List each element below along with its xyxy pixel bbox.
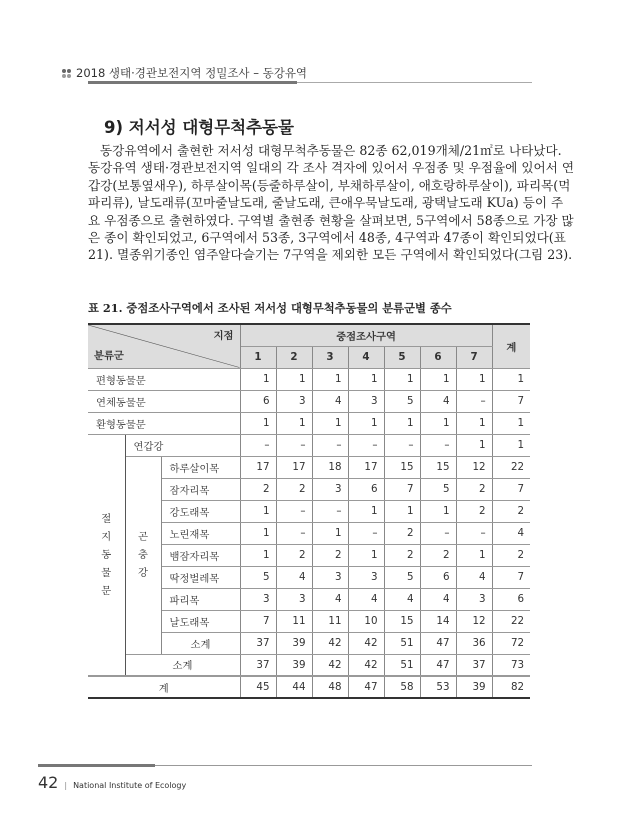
site-value: 6 [348, 478, 384, 500]
site-value: 1 [348, 544, 384, 566]
site-value: 5 [240, 566, 276, 588]
site-header: 5 [384, 346, 420, 368]
running-header [62, 65, 307, 81]
site-value: 11 [276, 610, 312, 632]
site-value: 4 [276, 566, 312, 588]
row-label: 연체동물문 [88, 390, 240, 412]
site-value: 37 [456, 654, 492, 676]
site-header: 6 [420, 346, 456, 368]
site-value: 44 [276, 676, 312, 698]
site-value: – [312, 434, 348, 456]
site-value: – [276, 522, 312, 544]
row-label: 잠자리목 [161, 478, 240, 500]
site-value: 4 [456, 566, 492, 588]
header-rule [88, 82, 532, 83]
site-value: 53 [420, 676, 456, 698]
site-value: 1 [312, 368, 348, 390]
site-value: 5 [384, 566, 420, 588]
site-value: 3 [240, 588, 276, 610]
total-header: 계 [492, 324, 530, 368]
row-label: 노린재목 [161, 522, 240, 544]
footer [38, 773, 186, 792]
row-label: 날도래목 [161, 610, 240, 632]
species-table [88, 323, 530, 699]
site-value: 1 [348, 412, 384, 434]
corner-header [88, 324, 240, 368]
site-value: 1 [240, 500, 276, 522]
site-value: 4 [420, 390, 456, 412]
site-value: 4 [420, 588, 456, 610]
site-value: 42 [312, 654, 348, 676]
site-header: 2 [276, 346, 312, 368]
site-value: 7 [384, 478, 420, 500]
site-value: 37 [240, 632, 276, 654]
site-value: – [348, 434, 384, 456]
site-value: 1 [384, 500, 420, 522]
total-label: 계 [88, 676, 240, 698]
table-row [88, 368, 530, 390]
table-row [88, 654, 530, 676]
total-value: 7 [492, 566, 530, 588]
site-value: 4 [384, 588, 420, 610]
total-value: 7 [492, 478, 530, 500]
site-value: 15 [384, 610, 420, 632]
site-value: – [456, 390, 492, 412]
site-value: 3 [456, 588, 492, 610]
total-value: 73 [492, 654, 530, 676]
site-value: 1 [384, 412, 420, 434]
site-value: 2 [240, 478, 276, 500]
total-value: 72 [492, 632, 530, 654]
site-value: 2 [384, 522, 420, 544]
site-value: 1 [420, 412, 456, 434]
site-value: 4 [312, 390, 348, 412]
class-cell [125, 456, 161, 654]
total-value: 2 [492, 500, 530, 522]
site-value: – [312, 500, 348, 522]
subtotal-label: 소계 [125, 654, 240, 676]
phylum-label: 절지동물문 [101, 512, 112, 597]
site-value: 2 [384, 544, 420, 566]
phylum-cell [88, 434, 125, 676]
paragraph-line: 동강유역에서 출현한 저서성 대형무척추동물은 82종 62,019개체/21㎡로 나타났다. [100, 143, 562, 158]
total-value: 1 [492, 412, 530, 434]
site-value: – [240, 434, 276, 456]
table-row [88, 412, 530, 434]
site-value: 7 [240, 610, 276, 632]
site-value: 11 [312, 610, 348, 632]
row-label: 강도래목 [161, 500, 240, 522]
site-value: 12 [456, 610, 492, 632]
site-value: 45 [240, 676, 276, 698]
site-value: 37 [240, 654, 276, 676]
site-value: 1 [420, 500, 456, 522]
row-label: 파리목 [161, 588, 240, 610]
total-value: 2 [492, 544, 530, 566]
row-label: 편형동물문 [88, 368, 240, 390]
site-value: 6 [420, 566, 456, 588]
site-value: – [276, 500, 312, 522]
site-value: 1 [240, 544, 276, 566]
site-value: 1 [456, 368, 492, 390]
total-value: 1 [492, 434, 530, 456]
site-value: – [348, 522, 384, 544]
corner-bottom: 분류군 [94, 350, 124, 363]
site-value: 2 [276, 478, 312, 500]
site-value: – [276, 434, 312, 456]
site-value: 10 [348, 610, 384, 632]
site-value: – [456, 522, 492, 544]
site-value: 1 [240, 522, 276, 544]
site-value: 51 [384, 632, 420, 654]
site-value: 1 [240, 412, 276, 434]
site-value: 1 [276, 368, 312, 390]
site-value: 42 [348, 654, 384, 676]
site-value: 4 [348, 588, 384, 610]
group-header: 중점조사구역 [240, 324, 492, 346]
total-value: 82 [492, 676, 530, 698]
site-value: 42 [348, 632, 384, 654]
site-value: 3 [276, 588, 312, 610]
site-value: 15 [420, 456, 456, 478]
paragraph-line: 동강유역 생태·경관보전지역 일대의 각 조사 격자에 있어서 우점종 및 우점율에 있어서 연 [88, 160, 574, 176]
site-value: 14 [420, 610, 456, 632]
site-value: – [420, 522, 456, 544]
site-value: 3 [276, 390, 312, 412]
site-header: 4 [348, 346, 384, 368]
site-value: 1 [456, 434, 492, 456]
site-header: 1 [240, 346, 276, 368]
site-value: 17 [240, 456, 276, 478]
row-label: 연갑강 [125, 434, 240, 456]
site-value: 47 [420, 654, 456, 676]
table-caption: 표 21. 중점조사구역에서 조사된 저서성 대형무척추동물의 분류군별 종수 [88, 301, 452, 315]
row-label: 딱정벌레목 [161, 566, 240, 588]
site-value: 36 [456, 632, 492, 654]
running-title: 2018 생태·경관보전지역 정밀조사 – 동강유역 [76, 66, 308, 80]
site-value: 47 [420, 632, 456, 654]
row-label: 하루살이목 [161, 456, 240, 478]
site-value: 12 [456, 456, 492, 478]
site-value: 2 [312, 544, 348, 566]
site-value: 2 [276, 544, 312, 566]
page-number: 42 [38, 773, 59, 792]
total-value: 1 [492, 368, 530, 390]
site-value: 4 [312, 588, 348, 610]
dots-icon [62, 69, 71, 78]
site-value: – [420, 434, 456, 456]
paragraph-line: 요 우점종으로 출현하였다. 구역별 출현종 현황을 살펴보면, 5구역에서 58종으로 가장 많 [88, 212, 574, 228]
site-value: 3 [348, 390, 384, 412]
site-value: 1 [312, 522, 348, 544]
paragraph-line: 은 종이 확인되었고, 6구역에서 53종, 3구역에서 48종, 4구역과 47종이 확인되었다(표 [88, 230, 566, 246]
site-value: 1 [384, 368, 420, 390]
total-value: 22 [492, 456, 530, 478]
paragraph-line: 21). 멸종위기종인 염주알다슬기는 7구역을 제외한 모든 구역에서 확인되었다(그림 23). [88, 247, 573, 263]
site-header: 3 [312, 346, 348, 368]
site-value: 51 [384, 654, 420, 676]
separator: | [64, 781, 68, 790]
site-value: 1 [456, 544, 492, 566]
site-value: 2 [456, 478, 492, 500]
site-value: – [384, 434, 420, 456]
body-paragraph [88, 142, 574, 264]
total-value: 4 [492, 522, 530, 544]
site-value: 48 [312, 676, 348, 698]
subtotal-label: 소계 [161, 632, 240, 654]
total-value: 22 [492, 610, 530, 632]
site-value: 2 [420, 544, 456, 566]
table-row [88, 434, 530, 456]
site-value: 47 [348, 676, 384, 698]
row-label: 뱀잠자리목 [161, 544, 240, 566]
row-label: 환형동물문 [88, 412, 240, 434]
site-value: 1 [240, 368, 276, 390]
site-value: 58 [384, 676, 420, 698]
site-value: 17 [276, 456, 312, 478]
table-row [88, 390, 530, 412]
site-value: 1 [420, 368, 456, 390]
site-value: 42 [312, 632, 348, 654]
site-value: 3 [348, 566, 384, 588]
table-row [88, 676, 530, 698]
site-value: 5 [384, 390, 420, 412]
section-title: 9) 저서성 대형무척추동물 [104, 118, 294, 137]
class-label: 곤충강 [138, 531, 148, 579]
total-value: 7 [492, 390, 530, 412]
paragraph-line: 파리류), 날도래류(꼬마줄날도래, 줄날도래, 큰애우묵날도래, 광택날도래 KUa) 등이 주 [88, 195, 564, 211]
site-value: 1 [348, 368, 384, 390]
site-value: 15 [384, 456, 420, 478]
institute-name: National Institute of Ecology [73, 781, 187, 790]
site-value: 3 [312, 478, 348, 500]
footer-rule [38, 765, 532, 766]
site-value: 6 [240, 390, 276, 412]
site-value: 39 [456, 676, 492, 698]
site-value: 1 [312, 412, 348, 434]
site-header: 7 [456, 346, 492, 368]
site-value: 1 [456, 412, 492, 434]
site-value: 2 [456, 500, 492, 522]
site-value: 1 [348, 500, 384, 522]
site-value: 17 [348, 456, 384, 478]
site-value: 18 [312, 456, 348, 478]
site-value: 39 [276, 654, 312, 676]
paragraph-line: 갑강(보통옆새우), 하루살이목(등줄하루살이, 부채하루살이, 애호랑하루살이), 파리목(먹 [88, 177, 571, 193]
site-value: 39 [276, 632, 312, 654]
total-value: 6 [492, 588, 530, 610]
table-row [88, 456, 530, 478]
site-value: 5 [420, 478, 456, 500]
site-value: 3 [312, 566, 348, 588]
site-value: 1 [276, 412, 312, 434]
corner-top: 지점 [213, 330, 234, 343]
